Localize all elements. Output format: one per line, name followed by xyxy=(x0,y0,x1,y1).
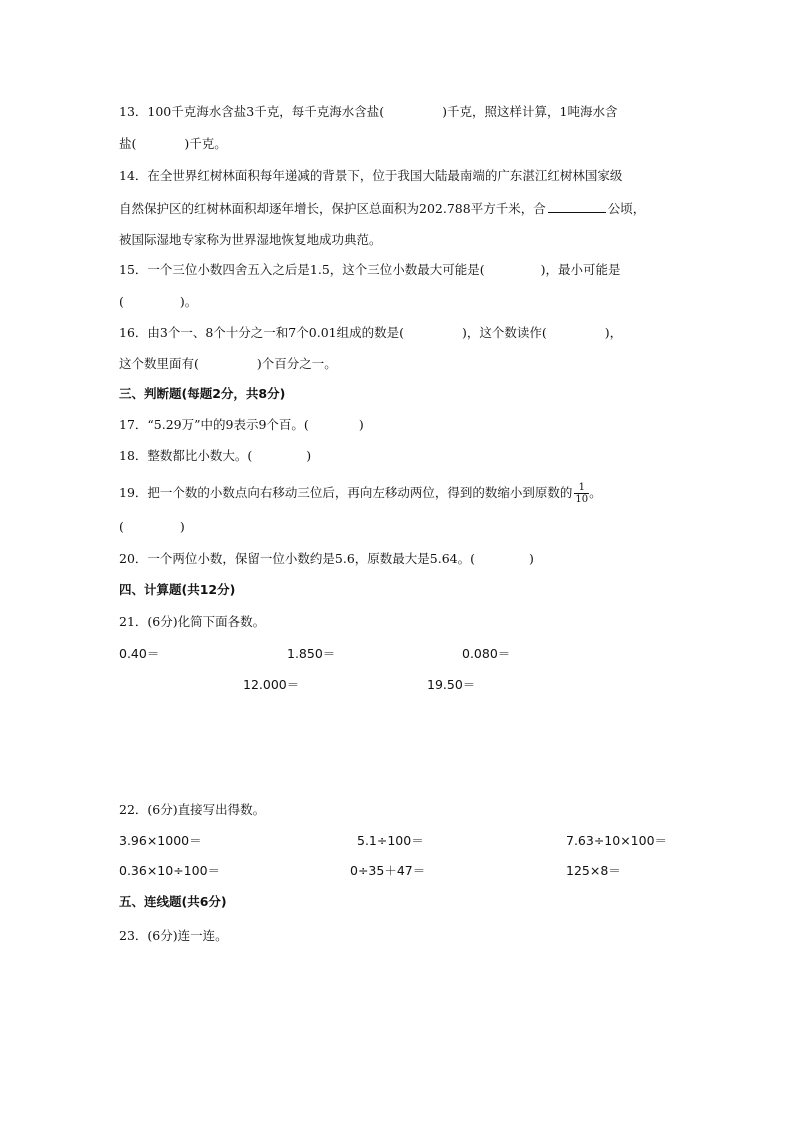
question-22-title: 22．(6分)直接写出得数。 xyxy=(119,802,266,817)
question-18 xyxy=(119,448,311,464)
q20-text-a: 20．一个两位小数，保留一位小数约是5.6，原数最大是5.64。( xyxy=(119,551,475,566)
q21-item-2: 1.850＝ xyxy=(287,646,336,661)
q13-text-c: 盐( xyxy=(119,136,137,151)
q16-text-b: )，这个数读作( xyxy=(461,325,547,340)
q16-text-e: )个百分之一。 xyxy=(256,356,337,371)
q22-item-5: 0÷35＋47＝ xyxy=(350,863,426,878)
q21-item-5: 19.50＝ xyxy=(427,677,476,692)
q19-text-d: ) xyxy=(179,519,185,534)
question-13-line-1 xyxy=(119,104,617,120)
q19-fraction xyxy=(574,482,589,505)
q15-text-b: )，最小可能是 xyxy=(540,262,621,277)
q22-item-3: 7.63÷10×100＝ xyxy=(566,833,668,848)
section-4-heading: 四、计算题(共12分) xyxy=(119,582,236,597)
q19-text-b: 。 xyxy=(589,485,602,500)
question-23: 23．(6分)连一连。 xyxy=(119,928,228,943)
question-13-line-2 xyxy=(119,136,227,152)
question-14-line-3: 被国际湿地专家称为世界湿地恢复地成功典范。 xyxy=(119,232,382,247)
question-17 xyxy=(119,417,364,433)
q22-item-1: 3.96×1000＝ xyxy=(119,833,202,848)
q20-text-b: ) xyxy=(529,551,534,566)
q19-text-a: 19．把一个数的小数点向右移动三位后，再向左移动两位，得到的数缩小到原数的 xyxy=(119,485,573,500)
q17-text-b: ) xyxy=(358,417,364,432)
question-15-line-1 xyxy=(119,262,621,278)
question-14-line-1: 14．在全世界红树林面积每年递减的背景下，位于我国大陆最南端的广东湛江红树林国家级 xyxy=(119,168,623,183)
q22-item-2: 5.1÷100＝ xyxy=(357,833,424,848)
q19-fraction-numerator: 1 xyxy=(574,482,589,494)
q21-item-1: 0.40＝ xyxy=(119,646,160,661)
q16-text-d: 这个数里面有( xyxy=(119,356,199,371)
q19-fraction-denominator: 10 xyxy=(575,494,589,505)
question-19-line-2 xyxy=(119,519,185,535)
section-5-heading: 五、连线题(共6分) xyxy=(119,894,227,909)
q18-text-b: ) xyxy=(306,448,312,463)
q15-text-d: )。 xyxy=(179,294,198,309)
question-21-title: 21．(6分)化简下面各数。 xyxy=(119,614,266,629)
q17-text-a: 17．“5.29万”中的9表示9个百。( xyxy=(119,417,309,432)
q14-text-a: 自然保护区的红树林面积却逐年增长，保护区总面积为202.788平方千米，合 xyxy=(119,201,546,216)
question-14-line-2 xyxy=(119,200,645,217)
q16-text-a: 16．由3个一、8个十分之一和7个0.01组成的数是( xyxy=(119,325,404,340)
section-3-heading: 三、判断题(每题2分，共8分) xyxy=(119,386,286,401)
q13-text-d: )千克。 xyxy=(184,136,227,151)
question-19-line-1 xyxy=(119,482,602,505)
q15-text-c: ( xyxy=(119,294,124,309)
question-16-line-2 xyxy=(119,356,337,372)
q13-text-a: 13．100千克海水含盐3千克，每千克海水含盐( xyxy=(119,104,385,119)
q18-text-a: 18．整数都比小数大。( xyxy=(119,448,253,463)
question-16-line-1 xyxy=(119,325,622,341)
q22-item-6: 125×8＝ xyxy=(566,863,621,878)
q14-answer-underline[interactable] xyxy=(548,200,606,213)
question-15-line-2 xyxy=(119,294,197,310)
question-20 xyxy=(119,551,534,567)
q13-text-b: )千克，照这样计算，1吨海水含 xyxy=(442,104,618,119)
q21-item-3: 0.080＝ xyxy=(462,646,511,661)
q19-text-c: ( xyxy=(119,519,124,534)
q22-item-4: 0.36×10÷100＝ xyxy=(119,863,221,878)
q14-text-b: 公顷， xyxy=(607,201,646,216)
q15-text-a: 15．一个三位小数四舍五入之后是1.5，这个三位小数最大可能是( xyxy=(119,262,485,277)
q16-text-c: )， xyxy=(604,325,623,340)
q21-item-4: 12.000＝ xyxy=(243,677,300,692)
